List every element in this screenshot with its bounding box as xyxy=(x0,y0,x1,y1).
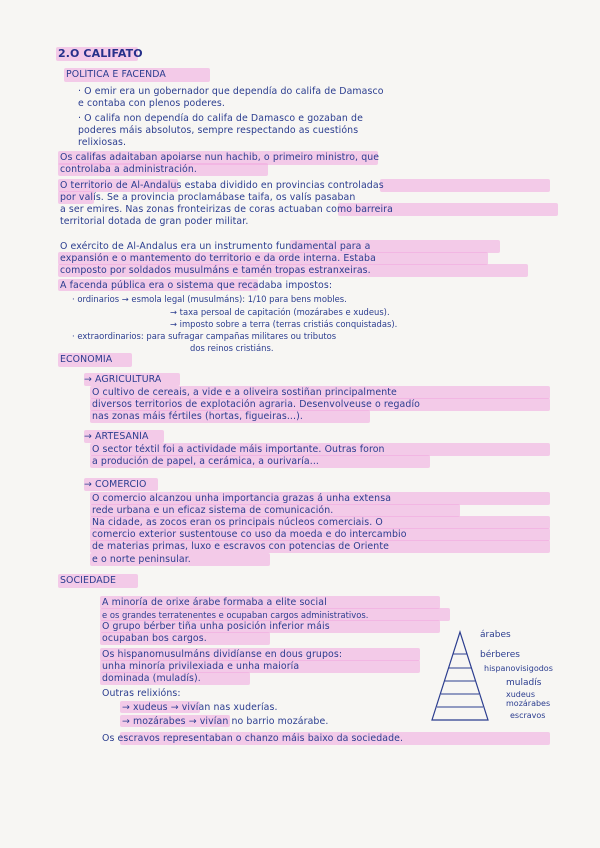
note-line: A facenda pública era o sistema que recadaba impostos: xyxy=(60,280,333,291)
pyramid-label: árabes xyxy=(480,630,511,640)
note-line: → taxa persoal de capitación (mozárabes e xudeus). xyxy=(170,307,390,317)
note-line: a ser emires. Nas zonas fronteirizas de coras actuaban como barreira xyxy=(60,204,393,215)
note-line: e contaba con plenos poderes. xyxy=(78,98,225,109)
note-line: · ordinarios → esmola legal (musulmáns): 1/10 para bens mobles. xyxy=(72,294,347,304)
note-line: O territorio de Al-Andalus estaba dividido en provincias controladas xyxy=(60,180,384,191)
social-pyramid-diagram xyxy=(430,630,490,722)
note-line: de materias primas, luxo e escravos con potencias de Oriente xyxy=(92,541,389,552)
note-line: unha minoría privilexiada e unha maioría xyxy=(102,661,300,672)
note-line: Outras relixións: xyxy=(102,688,181,699)
note-line: · O emir era un gobernador que dependía do califa de Damasco xyxy=(78,86,384,97)
note-line: A minoría de orixe árabe formaba a elite social xyxy=(102,597,327,608)
note-line: O sector téxtil foi a actividade máis importante. Outras foron xyxy=(92,444,385,455)
note-line: → mozárabes → vivían no barrio mozárabe. xyxy=(122,716,329,727)
note-line: rede urbana e un eficaz sistema de comunicación. xyxy=(92,505,334,516)
note-line: controlaba a administración. xyxy=(60,164,197,175)
note-line: por valís. Se a provincia proclamábase taifa, os valís pasaban xyxy=(60,192,356,203)
note-line: O comercio alcanzou unha importancia grazas á unha extensa xyxy=(92,493,392,504)
highlight xyxy=(380,179,550,192)
note-line: ocupaban bos cargos. xyxy=(102,633,207,644)
section-heading-sociedade: SOCIEDADE xyxy=(60,575,117,586)
note-line: Na cidade, as zocos eran os principais núcleos comerciais. O xyxy=(92,517,383,528)
note-line: O exército de Al-Ándalus era un instrumento fundamental para a xyxy=(60,241,371,252)
note-line: · O califa non dependía do califa de Damasco e gozaban de xyxy=(78,113,363,124)
note-line: · extraordinarios: para sufragar campañas militares ou tributos xyxy=(72,331,337,341)
pyramid-label: hispanovisigodos xyxy=(484,664,553,673)
note-line: poderes máis absolutos, sempre respectando as cuestións xyxy=(78,125,359,136)
section-heading-politica: POLÍTICA E FACENDA xyxy=(66,69,166,80)
pyramid-label: muladís xyxy=(506,678,542,688)
note-line: Os califas adaitaban apoiarse nun hachib, o primeiro ministro, que xyxy=(60,152,380,163)
pyramid-label: mozárabes xyxy=(506,699,551,708)
note-line: → xudeus → vivían nas xuderías. xyxy=(122,702,278,713)
pyramid-label: escravos xyxy=(510,711,546,720)
section-heading-economia: ECONOMÍA xyxy=(60,354,113,365)
note-line: Os hispanomusulmáns dividíanse en dous grupos: xyxy=(102,649,343,660)
note-line: e o norte peninsular. xyxy=(92,554,191,565)
note-line: O grupo bérber tiña unha posición inferior máis xyxy=(102,621,330,632)
note-line: dos reinos cristiáns. xyxy=(190,343,274,353)
pyramid-label: xudeus xyxy=(506,690,536,699)
note-line: territorial dotada de gran poder militar. xyxy=(60,216,249,227)
note-line: composto por soldados musulmáns e tamén tropas estranxeiras. xyxy=(60,265,371,276)
subheading-comercio: → COMERCIO xyxy=(84,479,147,490)
subheading-artesania: → ARTESANÍA xyxy=(84,431,149,442)
note-line: comercio exterior sustentouse co uso da moeda e do intercambio xyxy=(92,529,407,540)
note-line: diversos territorios de explotación agraria. Desenvolveuse o regadío xyxy=(92,399,420,410)
note-line: O cultivo de cereais, a vide e a oliveira sostiñan principalmente xyxy=(92,387,397,398)
note-line: a produción de papel, a cerámica, a ourivaría... xyxy=(92,456,319,467)
note-line: → imposto sobre a terra (terras cristiás conquistadas). xyxy=(170,319,398,329)
note-line: expansión e o mantemento do territorio e da orde interna. Estaba xyxy=(60,253,376,264)
subheading-agricultura: → AGRICULTURA xyxy=(84,374,162,385)
note-line: Os escravos representaban o chanzo máis baixo da sociedade. xyxy=(102,733,404,744)
note-line: relixiosas. xyxy=(78,137,127,148)
page-title: 2.O CALIFATO xyxy=(58,48,143,60)
note-line: e os grandes terratenentes e ocupaban cargos administrativos. xyxy=(102,610,369,620)
note-line: dominada (muladís). xyxy=(102,673,201,684)
note-line: nas zonas máis fértiles (hortas, figueiras...). xyxy=(92,411,303,422)
pyramid-label: bérberes xyxy=(480,650,520,660)
